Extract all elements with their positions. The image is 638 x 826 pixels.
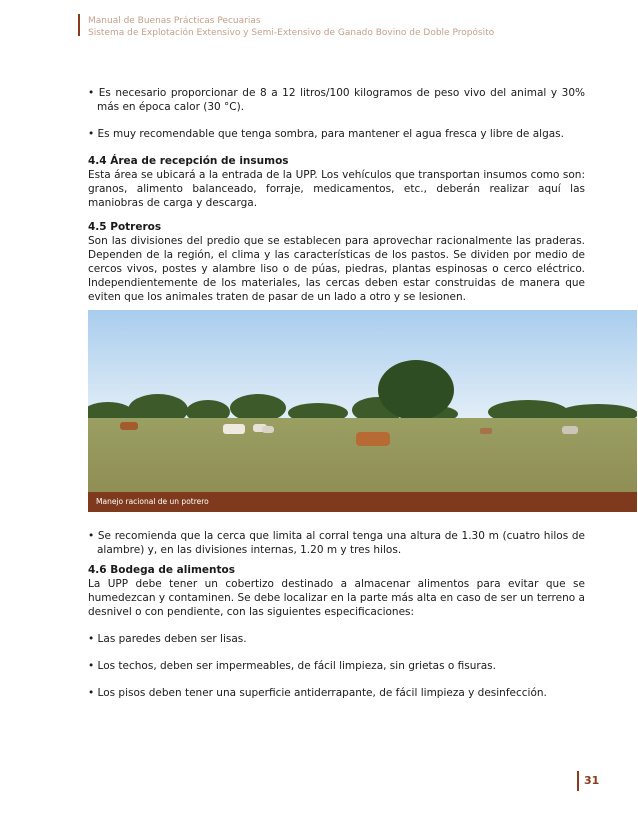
section-4-6-text: La UPP debe tener un cobertizo destinado a almacenar alimentos para evitar que se humedezcan y contaminen. Se debe localizar en la parte más alta en caso de ser un terreno a desnivel o con pendiente, con las siguientes especificaciones: [88,578,585,618]
figure-caption-bar [88,492,637,512]
header-title: Manual de Buenas Prácticas Pecuarias [88,16,261,26]
header-subtitle: Sistema de Explotación Extensivo y Semi-Extensivo de Ganado Bovino de Doble Propósito [88,28,495,38]
bullet-roofs: • Los techos, deben ser impermeables, de fácil limpieza, sin grietas o fisuras. [88,660,496,672]
bullet-shade: • Es muy recomendable que tenga sombra, para mantener el agua fresca y libre de algas. [88,128,564,140]
pasture-photo [88,310,637,512]
bullet-floors: • Los pisos deben tener una superficie antiderrapante, de fácil limpieza y desinfección. [88,687,547,699]
figure-caption: Manejo racional de un potrero [96,497,209,506]
running-header [88,15,494,39]
section-4-6-title: 4.6 Bodega de alimentos [88,564,235,576]
section-4-4-title: 4.4 Área de recepción de insumos [88,155,289,167]
body-text-bottom [88,529,585,700]
body-text-top [88,86,585,304]
page-number-rule [577,771,579,791]
large-tree-icon [378,360,454,420]
bullet-fence-height: • Se recomienda que la cerca que limita al corral tenga una altura de 1.30 m (cuatro hilos de alambre) y, en las divisiones internas, 1.20 m y tres hilos. [88,530,585,556]
header-rule [78,14,80,36]
section-4-5-text: Son las divisiones del predio que se establecen para aprovechar racionalmente las praderas. Dependen de la región, el clima y las características de los pastos. Se dividen por medio de cercos vivos, postes y alambre liso o de púas, piedras, plantas espinosas o cerco eléctrico. Independientemente de los materiales, las cercas deben estar construidas de manera que eviten que los animales traten de pasar de un lado a otro y se lesionen. [88,235,585,303]
bullet-walls: • Las paredes deben ser lisas. [88,633,247,645]
bullet-water: • Es necesario proporcionar de 8 a 12 litros/100 kilogramos de peso vivo del animal y 30% más en época calor (30 °C). [88,87,585,113]
section-4-4-text: Esta área se ubicará a la entrada de la UPP. Los vehículos que transportan insumos como son: granos, alimento balanceado, forraje, medicamentos, etc., deberán realizar aquí las maniobras de carga y descarga. [88,169,585,209]
section-4-5-title: 4.5 Potreros [88,221,162,233]
page-number: 31 [584,774,600,787]
